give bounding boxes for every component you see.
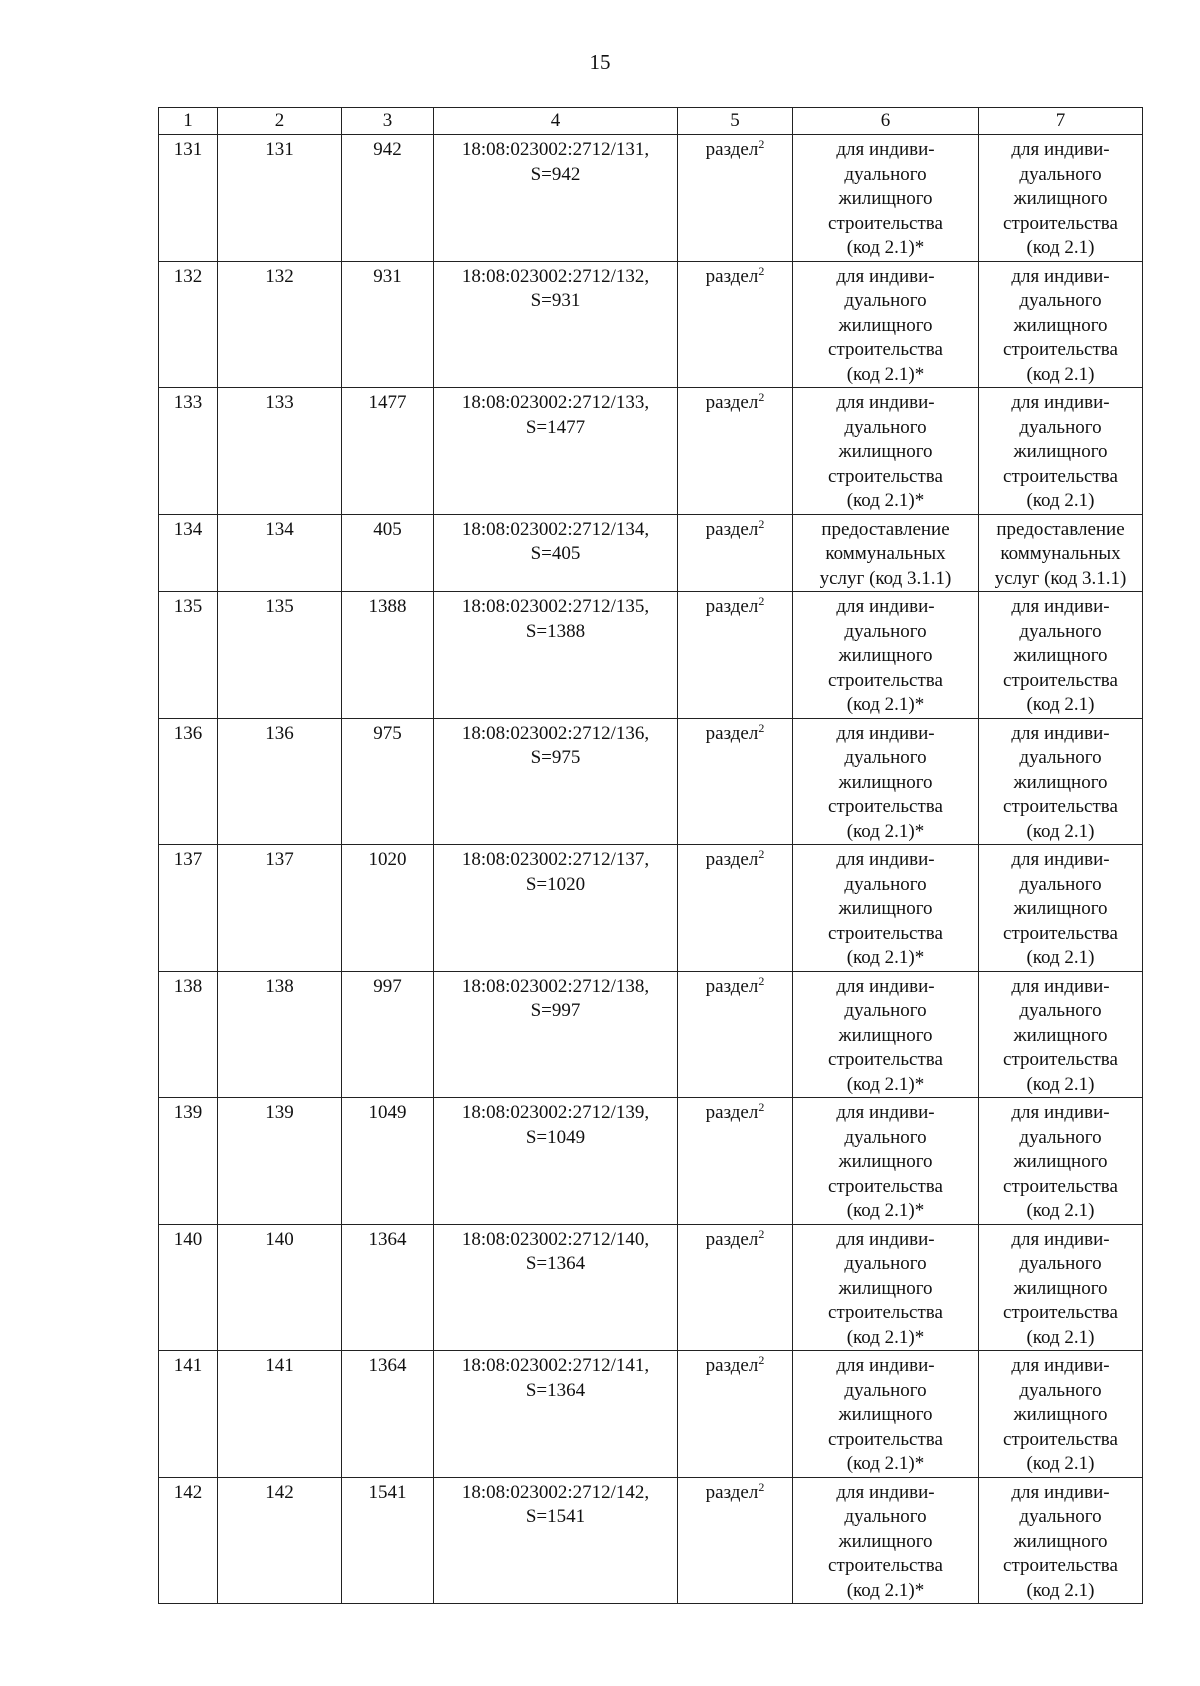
cadastral-number-cell-line: S=931	[530, 290, 581, 311]
permitted-use-classifier-cell-line: дуального	[1019, 747, 1102, 768]
formation-method-cell	[678, 1351, 793, 1478]
footnote-marker: 2	[758, 1353, 765, 1367]
permitted-use-classifier-cell-line: строительства	[1003, 669, 1118, 691]
permitted-use-classifier-cell-line: строительства	[1003, 212, 1118, 234]
cadastral-number-cell-line: S=1049	[525, 1126, 586, 1148]
footnote-marker: 2	[758, 847, 765, 861]
plot-number-cell: 137	[218, 845, 342, 972]
permitted-use-classifier-cell-line: (код 2.1)	[1026, 1326, 1095, 1348]
permitted-use-cell-line: строительства	[828, 1175, 943, 1197]
cadastral-number-cell-line: S=1364	[525, 1253, 586, 1274]
permitted-use-classifier-cell-line: (код 2.1)	[1026, 947, 1095, 968]
formation-method-text: раздел	[705, 1228, 759, 1250]
formation-method-cell	[678, 1098, 793, 1225]
area-cell: 1477	[342, 388, 434, 515]
land-plots-table	[158, 107, 1143, 1604]
cadastral-number-cell	[434, 1477, 678, 1604]
permitted-use-cell-line: жилищного	[838, 898, 933, 919]
permitted-use-classifier-cell-line: для индиви-	[1011, 1102, 1110, 1123]
permitted-use-cell-line: предоставление	[821, 518, 950, 540]
permitted-use-cell-line: для индиви-	[836, 1228, 935, 1250]
cadastral-number-cell-line: 18:08:023002:2712/140,	[461, 1228, 650, 1250]
permitted-use-classifier-cell-line: дуального	[1019, 620, 1102, 642]
permitted-use-classifier-cell-line: дуального	[1019, 1253, 1102, 1274]
permitted-use-cell-line: для индиви-	[836, 1355, 935, 1376]
row-number-cell: 137	[159, 845, 218, 972]
permitted-use-classifier-cell-line: для индиви-	[1011, 596, 1110, 617]
permitted-use-cell-line: (код 2.1)*	[846, 237, 925, 258]
permitted-use-classifier-cell-line: для индиви-	[1011, 849, 1110, 870]
permitted-use-classifier-cell-line: строительства	[1003, 1555, 1118, 1576]
permitted-use-cell-line: дуального	[844, 747, 927, 768]
formation-method-text: раздел	[705, 1102, 759, 1123]
formation-method-text: раздел	[705, 1355, 759, 1376]
plot-number-cell: 131	[218, 135, 342, 262]
permitted-use-classifier-cell-line: жилищного	[1013, 645, 1108, 666]
permitted-use-cell	[793, 1098, 979, 1225]
cadastral-number-cell	[434, 514, 678, 592]
area-cell: 1388	[342, 592, 434, 719]
permitted-use-cell	[793, 514, 979, 592]
cadastral-number-cell	[434, 1224, 678, 1351]
footnote-marker: 2	[758, 1100, 765, 1114]
permitted-use-classifier-cell-line: коммунальных	[1000, 543, 1121, 564]
table-row	[159, 1477, 1143, 1604]
permitted-use-classifier-cell	[979, 592, 1143, 719]
permitted-use-cell	[793, 1351, 979, 1478]
permitted-use-cell-line: жилищного	[838, 1277, 933, 1299]
permitted-use-cell-line: для индиви-	[836, 139, 935, 160]
permitted-use-cell-line: для индиви-	[836, 392, 935, 413]
permitted-use-classifier-cell-line: (код 2.1)	[1026, 1073, 1095, 1095]
permitted-use-classifier-cell-line: (код 2.1)	[1026, 820, 1095, 842]
permitted-use-classifier-cell-line: дуального	[1019, 416, 1102, 438]
plot-number-cell: 136	[218, 718, 342, 845]
permitted-use-cell-line: жилищного	[838, 441, 933, 462]
permitted-use-classifier-cell-line: строительства	[1003, 465, 1118, 487]
plot-number-cell: 132	[218, 261, 342, 388]
row-number-cell: 134	[159, 514, 218, 592]
cadastral-number-cell-line: S=975	[530, 747, 581, 768]
permitted-use-classifier-cell-line: для индиви-	[1011, 265, 1110, 287]
area-cell: 405	[342, 514, 434, 592]
permitted-use-cell-line: строительства	[828, 1302, 943, 1323]
permitted-use-classifier-cell-line: строительства	[1003, 796, 1118, 817]
permitted-use-classifier-cell-line: жилищного	[1013, 314, 1108, 336]
permitted-use-classifier-cell-line: строительства	[1003, 1049, 1118, 1070]
permitted-use-classifier-cell-line: для индиви-	[1011, 975, 1110, 997]
permitted-use-cell-line: строительства	[828, 1049, 943, 1070]
permitted-use-cell-line: строительства	[828, 922, 943, 944]
permitted-use-classifier-cell-line: дуального	[1019, 1379, 1102, 1401]
permitted-use-classifier-cell-line: дуального	[1019, 1506, 1102, 1527]
area-cell: 975	[342, 718, 434, 845]
permitted-use-classifier-cell-line: (код 2.1)	[1026, 363, 1095, 385]
footnote-marker: 2	[758, 1479, 765, 1494]
page-number: 15	[589, 50, 611, 74]
cadastral-number-cell-line: 18:08:023002:2712/136,	[461, 722, 650, 744]
plot-number-cell: 134	[218, 514, 342, 592]
cadastral-number-cell	[434, 592, 678, 719]
permitted-use-cell-line: дуального	[844, 163, 927, 185]
permitted-use-cell-line: коммунальных	[825, 543, 946, 564]
footnote-marker: 2	[758, 137, 765, 151]
table-row	[159, 1351, 1143, 1478]
permitted-use-cell-line: дуального	[844, 1506, 927, 1527]
cadastral-number-cell-line: S=942	[530, 163, 581, 185]
permitted-use-cell-line: для индиви-	[836, 1481, 935, 1503]
plot-number-cell: 138	[218, 971, 342, 1098]
permitted-use-cell-line: жилищного	[838, 1151, 933, 1172]
permitted-use-classifier-cell-line: для индиви-	[1011, 139, 1110, 160]
plot-number-cell: 140	[218, 1224, 342, 1351]
permitted-use-cell	[793, 718, 979, 845]
permitted-use-cell-line: строительства	[828, 339, 943, 360]
permitted-use-classifier-cell-line: (код 2.1)	[1026, 1453, 1095, 1474]
permitted-use-cell-line: дуального	[844, 416, 927, 438]
table-row	[159, 592, 1143, 719]
cadastral-number-cell-line: 18:08:023002:2712/138,	[461, 975, 650, 997]
plot-number-cell: 135	[218, 592, 342, 719]
table-row	[159, 1098, 1143, 1225]
cadastral-number-cell	[434, 1351, 678, 1478]
permitted-use-cell-line: (код 2.1)*	[846, 1200, 925, 1221]
permitted-use-cell-line: дуального	[844, 873, 927, 895]
area-cell: 1049	[342, 1098, 434, 1225]
column-header-7: 7	[979, 108, 1143, 135]
permitted-use-cell-line: (код 2.1)*	[846, 1073, 925, 1095]
cadastral-number-cell	[434, 261, 678, 388]
permitted-use-classifier-cell	[979, 388, 1143, 515]
table-row	[159, 135, 1143, 262]
permitted-use-cell-line: для индиви-	[836, 975, 935, 997]
permitted-use-cell-line: дуального	[844, 290, 927, 311]
cadastral-number-cell-line: 18:08:023002:2712/137,	[461, 849, 650, 870]
cadastral-number-cell-line: S=1020	[525, 873, 586, 895]
permitted-use-cell-line: для индиви-	[836, 265, 935, 287]
formation-method-text: раздел	[705, 265, 759, 287]
cadastral-number-cell-line: S=1388	[525, 620, 586, 642]
formation-method-cell	[678, 592, 793, 719]
footnote-marker: 2	[758, 263, 765, 278]
permitted-use-classifier-cell-line: жилищного	[1013, 1277, 1108, 1299]
permitted-use-classifier-cell	[979, 718, 1143, 845]
permitted-use-cell	[793, 135, 979, 262]
header-row	[159, 108, 1143, 135]
permitted-use-classifier-cell-line: жилищного	[1013, 188, 1108, 209]
row-number-cell: 132	[159, 261, 218, 388]
cadastral-number-cell-line: S=997	[530, 1000, 581, 1021]
formation-method-cell	[678, 261, 793, 388]
permitted-use-classifier-cell-line: (код 2.1)	[1026, 1579, 1095, 1601]
formation-method-cell	[678, 514, 793, 592]
cadastral-number-cell-line: 18:08:023002:2712/135,	[461, 596, 650, 617]
permitted-use-classifier-cell-line: строительства	[1003, 1302, 1118, 1323]
permitted-use-classifier-cell-line: дуального	[1019, 290, 1102, 311]
row-number-cell: 131	[159, 135, 218, 262]
permitted-use-cell-line: строительства	[828, 796, 943, 817]
permitted-use-cell-line: жилищного	[838, 1530, 933, 1552]
cadastral-number-cell-line: S=1541	[525, 1506, 586, 1527]
cadastral-number-cell-line: 18:08:023002:2712/134,	[461, 518, 650, 540]
permitted-use-classifier-cell-line: для индиви-	[1011, 1481, 1110, 1503]
permitted-use-cell-line: жилищного	[838, 314, 933, 336]
permitted-use-classifier-cell-line: жилищного	[1013, 1530, 1108, 1552]
permitted-use-classifier-cell-line: строительства	[1003, 922, 1118, 944]
permitted-use-cell-line: жилищного	[838, 188, 933, 209]
cadastral-number-cell-line: S=1477	[525, 416, 586, 438]
column-header-2: 2	[218, 108, 342, 135]
cadastral-number-cell-line: 18:08:023002:2712/142,	[461, 1481, 650, 1503]
cadastral-number-cell-line: S=1364	[525, 1379, 586, 1401]
formation-method-text: раздел	[705, 722, 759, 744]
column-header-5: 5	[678, 108, 793, 135]
permitted-use-cell-line: (код 2.1)*	[846, 363, 925, 385]
cadastral-number-cell-line: 18:08:023002:2712/139,	[461, 1102, 650, 1123]
permitted-use-cell	[793, 592, 979, 719]
table-body	[159, 135, 1143, 1604]
formation-method-cell	[678, 845, 793, 972]
permitted-use-cell-line: (код 2.1)*	[846, 947, 925, 968]
permitted-use-classifier-cell-line: для индиви-	[1011, 392, 1110, 413]
permitted-use-classifier-cell-line: дуального	[1019, 1000, 1102, 1021]
permitted-use-cell-line: услуг (код 3.1.1)	[819, 567, 952, 589]
formation-method-text: раздел	[705, 1481, 759, 1503]
permitted-use-classifier-cell-line: жилищного	[1013, 1151, 1108, 1172]
cadastral-number-cell	[434, 845, 678, 972]
permitted-use-cell-line: для индиви-	[836, 722, 935, 744]
permitted-use-classifier-cell-line: для индиви-	[1011, 1228, 1110, 1250]
permitted-use-cell-line: жилищного	[838, 1024, 933, 1046]
permitted-use-cell	[793, 845, 979, 972]
permitted-use-classifier-cell-line: предоставление	[996, 518, 1125, 540]
permitted-use-cell-line: жилищного	[838, 645, 933, 666]
area-cell: 1541	[342, 1477, 434, 1604]
permitted-use-classifier-cell-line: дуального	[1019, 1126, 1102, 1148]
permitted-use-cell-line: дуального	[844, 1379, 927, 1401]
plot-number-cell: 142	[218, 1477, 342, 1604]
cadastral-number-cell	[434, 388, 678, 515]
permitted-use-classifier-cell-line: дуального	[1019, 873, 1102, 895]
cadastral-number-cell	[434, 971, 678, 1098]
permitted-use-cell	[793, 388, 979, 515]
permitted-use-classifier-cell-line: жилищного	[1013, 898, 1108, 919]
permitted-use-classifier-cell-line: дуального	[1019, 163, 1102, 185]
permitted-use-cell	[793, 1477, 979, 1604]
permitted-use-cell-line: для индиви-	[836, 1102, 935, 1123]
cadastral-number-cell-line: S=405	[530, 543, 581, 564]
table-row	[159, 261, 1143, 388]
column-header-4: 4	[434, 108, 678, 135]
permitted-use-classifier-cell-line: жилищного	[1013, 1024, 1108, 1046]
permitted-use-cell	[793, 971, 979, 1098]
formation-method-cell	[678, 971, 793, 1098]
permitted-use-cell-line: дуального	[844, 620, 927, 642]
plot-number-cell: 133	[218, 388, 342, 515]
permitted-use-cell-line: жилищного	[838, 1404, 933, 1425]
area-cell: 1020	[342, 845, 434, 972]
permitted-use-cell-line: (код 2.1)*	[846, 1453, 925, 1474]
permitted-use-cell	[793, 261, 979, 388]
row-number-cell: 142	[159, 1477, 218, 1604]
formation-method-cell	[678, 135, 793, 262]
table-row	[159, 845, 1143, 972]
permitted-use-cell-line: строительства	[828, 465, 943, 487]
permitted-use-classifier-cell	[979, 1224, 1143, 1351]
permitted-use-classifier-cell	[979, 971, 1143, 1098]
cadastral-number-cell-line: 18:08:023002:2712/132,	[461, 265, 650, 287]
permitted-use-classifier-cell	[979, 135, 1143, 262]
footnote-marker: 2	[758, 1226, 765, 1241]
permitted-use-classifier-cell-line: для индиви-	[1011, 722, 1110, 744]
permitted-use-classifier-cell-line: строительства	[1003, 1428, 1118, 1450]
permitted-use-cell-line: строительства	[828, 1555, 943, 1576]
permitted-use-cell-line: (код 2.1)*	[846, 694, 925, 715]
permitted-use-cell	[793, 1224, 979, 1351]
permitted-use-classifier-cell	[979, 1098, 1143, 1225]
area-cell: 1364	[342, 1224, 434, 1351]
row-number-cell: 136	[159, 718, 218, 845]
formation-method-text: раздел	[705, 392, 759, 413]
table-row	[159, 971, 1143, 1098]
row-number-cell: 139	[159, 1098, 218, 1225]
permitted-use-classifier-cell	[979, 1351, 1143, 1478]
footnote-marker: 2	[758, 594, 765, 608]
permitted-use-classifier-cell	[979, 845, 1143, 972]
permitted-use-classifier-cell	[979, 1477, 1143, 1604]
row-number-cell: 140	[159, 1224, 218, 1351]
row-number-cell: 138	[159, 971, 218, 1098]
cadastral-number-cell-line: 18:08:023002:2712/133,	[461, 392, 650, 413]
permitted-use-cell-line: (код 2.1)*	[846, 1326, 925, 1348]
permitted-use-cell-line: (код 2.1)*	[846, 1579, 925, 1601]
formation-method-cell	[678, 1224, 793, 1351]
cadastral-number-cell	[434, 135, 678, 262]
permitted-use-classifier-cell-line: жилищного	[1013, 771, 1108, 793]
permitted-use-classifier-cell-line: жилищного	[1013, 441, 1108, 462]
permitted-use-cell-line: строительства	[828, 212, 943, 234]
table-row	[159, 388, 1143, 515]
formation-method-text: раздел	[705, 849, 759, 870]
footnote-marker: 2	[758, 390, 765, 404]
cadastral-number-cell-line: 18:08:023002:2712/141,	[461, 1355, 650, 1376]
permitted-use-cell-line: жилищного	[838, 771, 933, 793]
permitted-use-cell-line: для индиви-	[836, 596, 935, 617]
area-cell: 942	[342, 135, 434, 262]
row-number-cell: 141	[159, 1351, 218, 1478]
column-header-1: 1	[159, 108, 218, 135]
formation-method-cell	[678, 1477, 793, 1604]
permitted-use-cell-line: дуального	[844, 1000, 927, 1021]
permitted-use-classifier-cell-line: (код 2.1)	[1026, 694, 1095, 715]
table-row	[159, 514, 1143, 592]
formation-method-text: раздел	[705, 139, 759, 160]
cadastral-number-cell	[434, 1098, 678, 1225]
table-row	[159, 718, 1143, 845]
permitted-use-cell-line: (код 2.1)*	[846, 490, 925, 511]
permitted-use-cell-line: дуального	[844, 1126, 927, 1148]
permitted-use-classifier-cell-line: (код 2.1)	[1026, 237, 1095, 258]
permitted-use-classifier-cell-line: (код 2.1)	[1026, 490, 1095, 511]
permitted-use-classifier-cell-line: строительства	[1003, 1175, 1118, 1197]
footnote-marker: 2	[758, 973, 765, 988]
permitted-use-cell-line: строительства	[828, 1428, 943, 1450]
permitted-use-classifier-cell-line: строительства	[1003, 339, 1118, 360]
formation-method-text: раздел	[705, 975, 759, 997]
plot-number-cell: 139	[218, 1098, 342, 1225]
formation-method-cell	[678, 718, 793, 845]
formation-method-text: раздел	[705, 596, 759, 617]
footnote-marker: 2	[758, 720, 765, 735]
permitted-use-cell-line: (код 2.1)*	[846, 820, 925, 842]
cadastral-number-cell	[434, 718, 678, 845]
permitted-use-cell-line: для индиви-	[836, 849, 935, 870]
cadastral-number-cell-line: 18:08:023002:2712/131,	[461, 139, 650, 160]
permitted-use-classifier-cell	[979, 514, 1143, 592]
permitted-use-classifier-cell-line: (код 2.1)	[1026, 1200, 1095, 1221]
plot-number-cell: 141	[218, 1351, 342, 1478]
footnote-marker: 2	[758, 516, 765, 531]
area-cell: 931	[342, 261, 434, 388]
permitted-use-classifier-cell	[979, 261, 1143, 388]
column-header-6: 6	[793, 108, 979, 135]
column-header-3: 3	[342, 108, 434, 135]
permitted-use-classifier-cell-line: жилищного	[1013, 1404, 1108, 1425]
permitted-use-classifier-cell-line: для индиви-	[1011, 1355, 1110, 1376]
permitted-use-classifier-cell-line: услуг (код 3.1.1)	[994, 567, 1127, 589]
formation-method-cell	[678, 388, 793, 515]
area-cell: 997	[342, 971, 434, 1098]
area-cell: 1364	[342, 1351, 434, 1478]
row-number-cell: 135	[159, 592, 218, 719]
row-number-cell: 133	[159, 388, 218, 515]
formation-method-text: раздел	[705, 518, 759, 540]
table-row	[159, 1224, 1143, 1351]
permitted-use-cell-line: строительства	[828, 669, 943, 691]
permitted-use-cell-line: дуального	[844, 1253, 927, 1274]
